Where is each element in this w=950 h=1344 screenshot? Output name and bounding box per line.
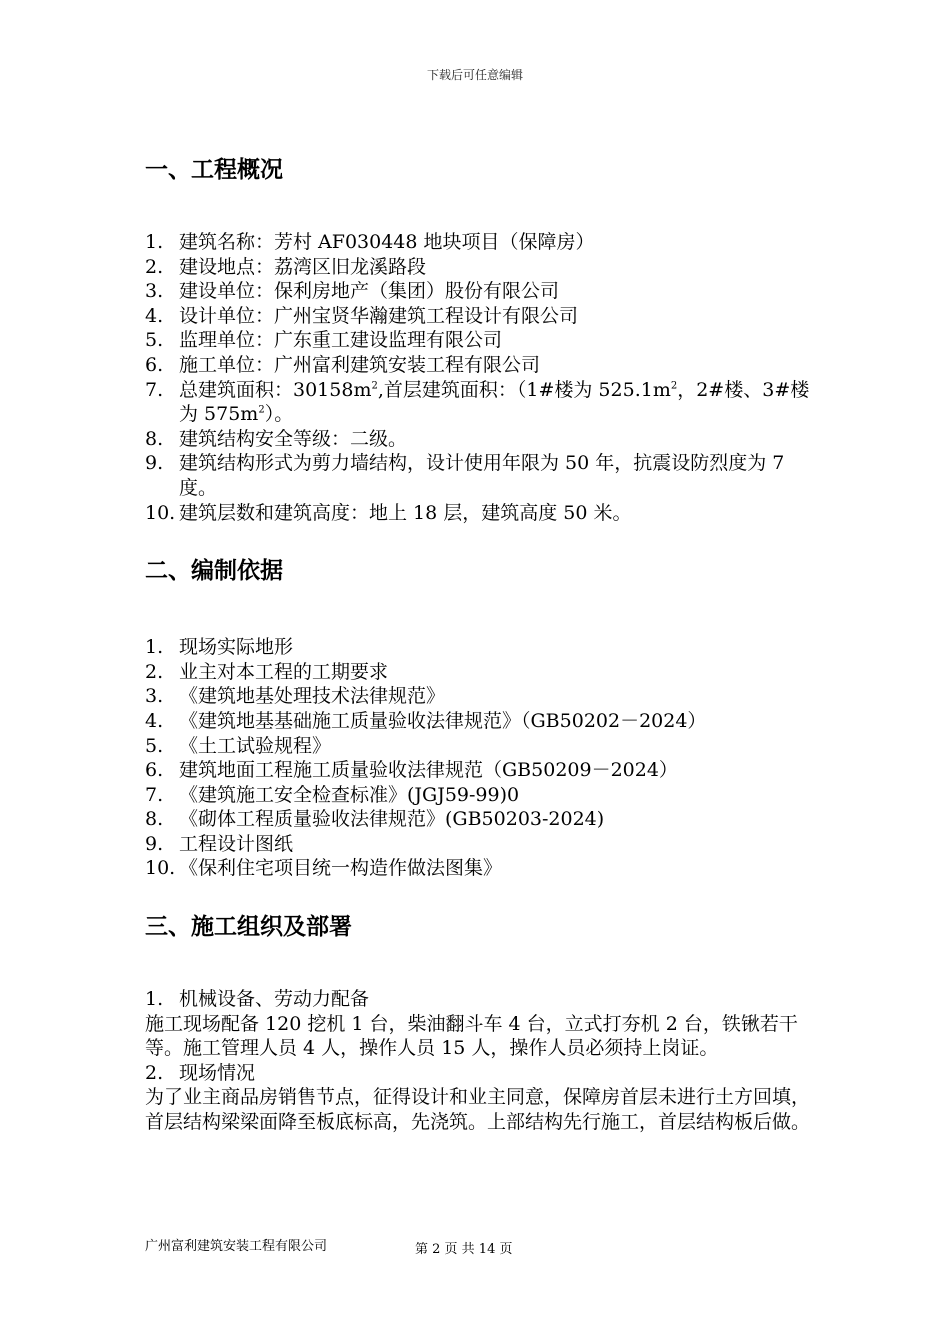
footer-company: 广州富利建筑安装工程有限公司 — [145, 1239, 328, 1254]
list-item: 6. 建筑地面工程施工质量验收法律规范（GB50209－2024） — [145, 759, 678, 782]
list-item: 9. 工程设计图纸 — [145, 832, 294, 855]
basis-list — [145, 635, 825, 881]
organization-list-2 — [145, 1061, 825, 1086]
list-item: 1. 建筑名称：芳村 AF030448 地块项目（保障房） — [145, 231, 595, 253]
overview-list — [145, 230, 825, 525]
list-item: 6. 施工单位：广州富利建筑安装工程有限公司 — [145, 353, 541, 376]
list-item: 8. 《砌体工程质量验收法律规范》(GB50203-2024) — [145, 808, 605, 831]
subsection-heading: 2. 现场情况 — [145, 1061, 256, 1084]
list-item: 3. 建设单位：保利房地产（集团）股份有限公司 — [145, 280, 560, 303]
document-body — [145, 150, 825, 1135]
list-item: 4. 设计单位：广州宝贤华瀚建筑工程设计有限公司 — [145, 304, 579, 327]
list-item: 9. 建筑结构形式为剪力墙结构，设计使用年限为 50 年，抗震设防烈度为 7 度。 — [145, 452, 785, 499]
list-item: 7. 《建筑施工安全检查标准》(JGJ59-99)0 — [145, 783, 520, 806]
list-item: 2. 建设地点：荔湾区旧龙溪路段 — [145, 255, 427, 278]
list-item: 2. 业主对本工程的工期要求 — [145, 660, 389, 683]
list-item: 3. 《建筑地基处理技术法律规范》 — [145, 685, 446, 708]
page-number: 第 2 页 共 14 页 — [415, 1242, 513, 1257]
section-title-basis: 二、编制依据 — [145, 558, 283, 585]
list-item: 4. 《建筑地基基础施工质量验收法律规范》（GB50202－2024） — [145, 709, 707, 732]
list-item: 7. 总建筑面积：$30158m^2$,首层建筑面积：（1#楼为 $525.1m^2$，2#楼、3#楼为 $575m^2$）。 — [145, 378, 810, 426]
page-header-watermark: 下载后可任意编辑 — [426, 68, 523, 82]
list-item: 10. 建筑层数和建筑高度：地上 18 层，建筑高度 50 米。 — [145, 501, 632, 524]
list-item: 8. 建筑结构安全等级：二级。 — [145, 427, 408, 450]
paragraph-equipment: 施工现场配备 120 挖机 1 台，柴油翻斗车 4 台，立式打夯机 2 台，铁锹若干等。施工管理人员 4 人，操作人员 15 人，操作人员必须持上岗证。 — [145, 1012, 798, 1060]
subsection-heading: 1. 机械设备、劳动力配备 — [145, 988, 370, 1011]
organization-list — [145, 987, 825, 1012]
list-item: 5. 《土工试验规程》 — [145, 734, 332, 757]
section-title-overview: 一、工程概况 — [145, 157, 283, 183]
list-item: 10. 《保利住宅项目统一构造作做法图集》 — [145, 857, 503, 880]
paragraph-site-condition: 为了业主商品房销售节点，征得设计和业主同意，保障房首层未进行土方回填，首层结构梁梁面降至板底标高，先浇筑。上部结构先行施工，首层结构板后做。 — [145, 1086, 811, 1134]
list-item: 1. 现场实际地形 — [145, 636, 294, 659]
section-title-organization: 三、施工组织及部署 — [145, 914, 352, 941]
list-item: 5. 监理单位：广东重工建设监理有限公司 — [145, 329, 503, 352]
